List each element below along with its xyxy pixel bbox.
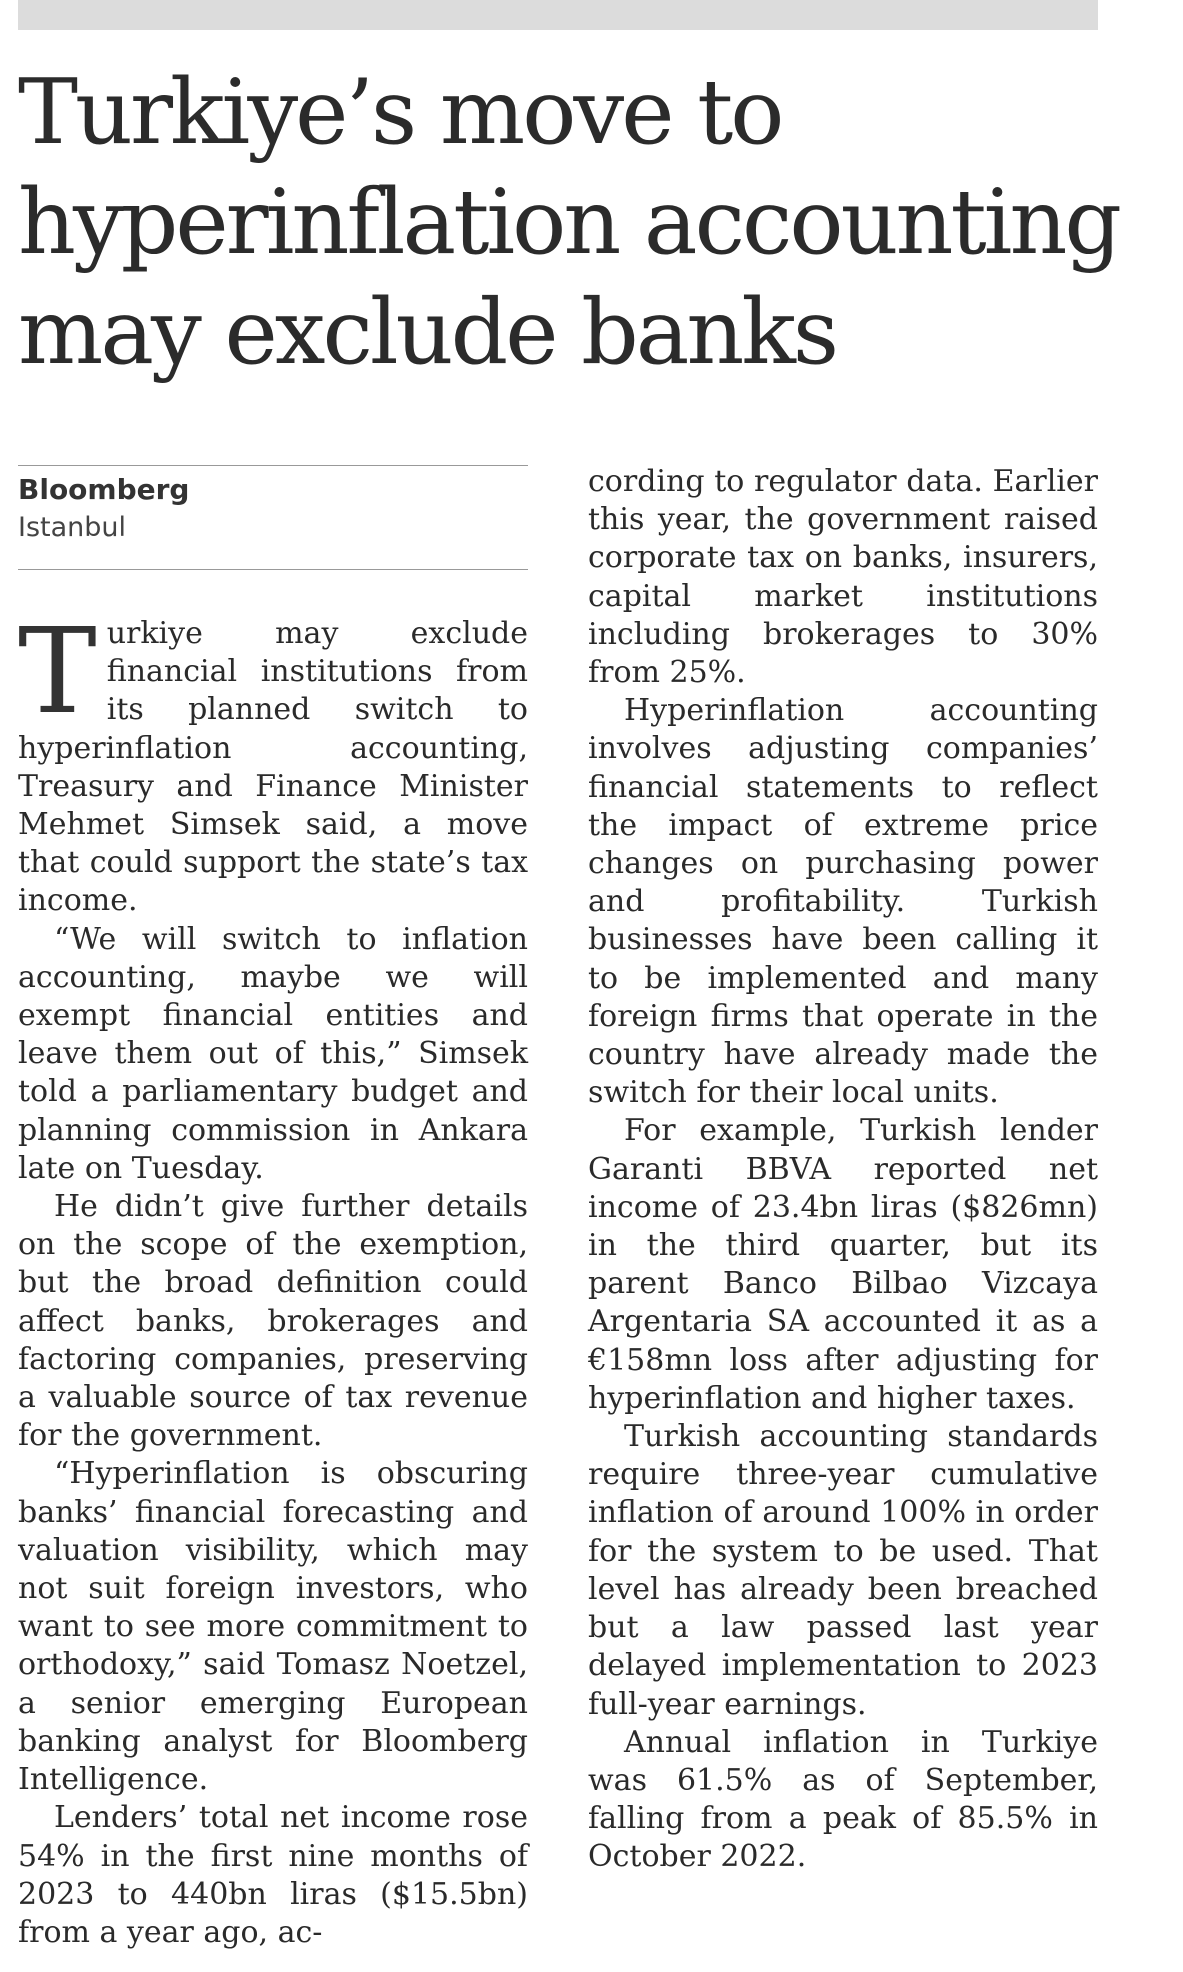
top-bar (18, 0, 1098, 30)
paragraph-1: Turkiye may exclude financial institutions from its planned switch to hyperinflation accounting, Treasury and Finance Minister Mehmet Simsek said, a move that could support the state’s tax income. (18, 602, 528, 919)
byline-source: Bloomberg (18, 473, 190, 506)
paragraph-8: Turkish accounting standards require three-year cumulative inflation of around 100% in order for the system to be used. That level has already been breached but a law passed last year delayed implementation to 2023 full-year earnings. (588, 1419, 1098, 1722)
headline-line-3: may exclude banks (18, 280, 837, 385)
byline-top-rule (18, 465, 528, 466)
headline (18, 58, 1118, 388)
headline-line-1: Turkiye’s move to (18, 60, 782, 165)
byline-place: Istanbul (18, 512, 127, 543)
column-right (588, 463, 1098, 1877)
paragraph-5-start: Lenders’ total net income rose 54% in the first nine months of 2023 to 440bn liras ($15.5bn) from a year ago, ac- (18, 1800, 528, 1950)
paragraph-7: For example, Turkish lender Garanti BBVA reported net income of 23.4bn liras ($826mn) in the third quarter, but its parent Banco Bilbao Vizcaya Argentaria SA accounted it as a €158mn loss after adjusting for hyperinflation and higher taxes. (588, 1113, 1098, 1416)
headline-line-2: hyperinflation accounting (18, 170, 1120, 275)
paragraph-6: Hyperinflation accounting involves adjusting companies’ financial statements to reflect the impact of extreme price changes on purchasing power and profitability. Turkish businesses have been calling it to be implemented and many foreign firms that operate in the country have already made the switch for their local units. (588, 693, 1098, 1111)
byline-bottom-rule (18, 569, 528, 570)
paragraph-5-end: cording to regulator data. Earlier this year, the government raised corporate tax on banks, insurers, capital market institutions including brokerages to 30% from 25%. (588, 464, 1098, 691)
column-left (18, 602, 528, 1952)
paragraph-4: “Hyperinflation is obscuring banks’ financial forecasting and valuation visibility, which may not suit foreign investors, who want to see more commitment to orthodoxy,” said Tomasz Noetzel, a senior emerging European banking analyst for Bloomberg Intelligence. (18, 1456, 528, 1798)
paragraph-9: Annual inflation in Turkiye was 61.5% as of September, falling from a peak of 85.5% in October 2022. (588, 1724, 1098, 1875)
paragraph-2: “We will switch to inflation accounting, maybe we will exempt financial entities and leave them out of this,” Simsek told a parliamentary budget and planning commission in Ankara late on Tuesday. (18, 921, 528, 1186)
paragraph-3: He didn’t give further details on the scope of the exemption, but the broad definition could affect banks, brokerages and factoring companies, preserving a valuable source of tax revenue for the government. (18, 1189, 528, 1454)
dropcap: T (18, 602, 97, 740)
